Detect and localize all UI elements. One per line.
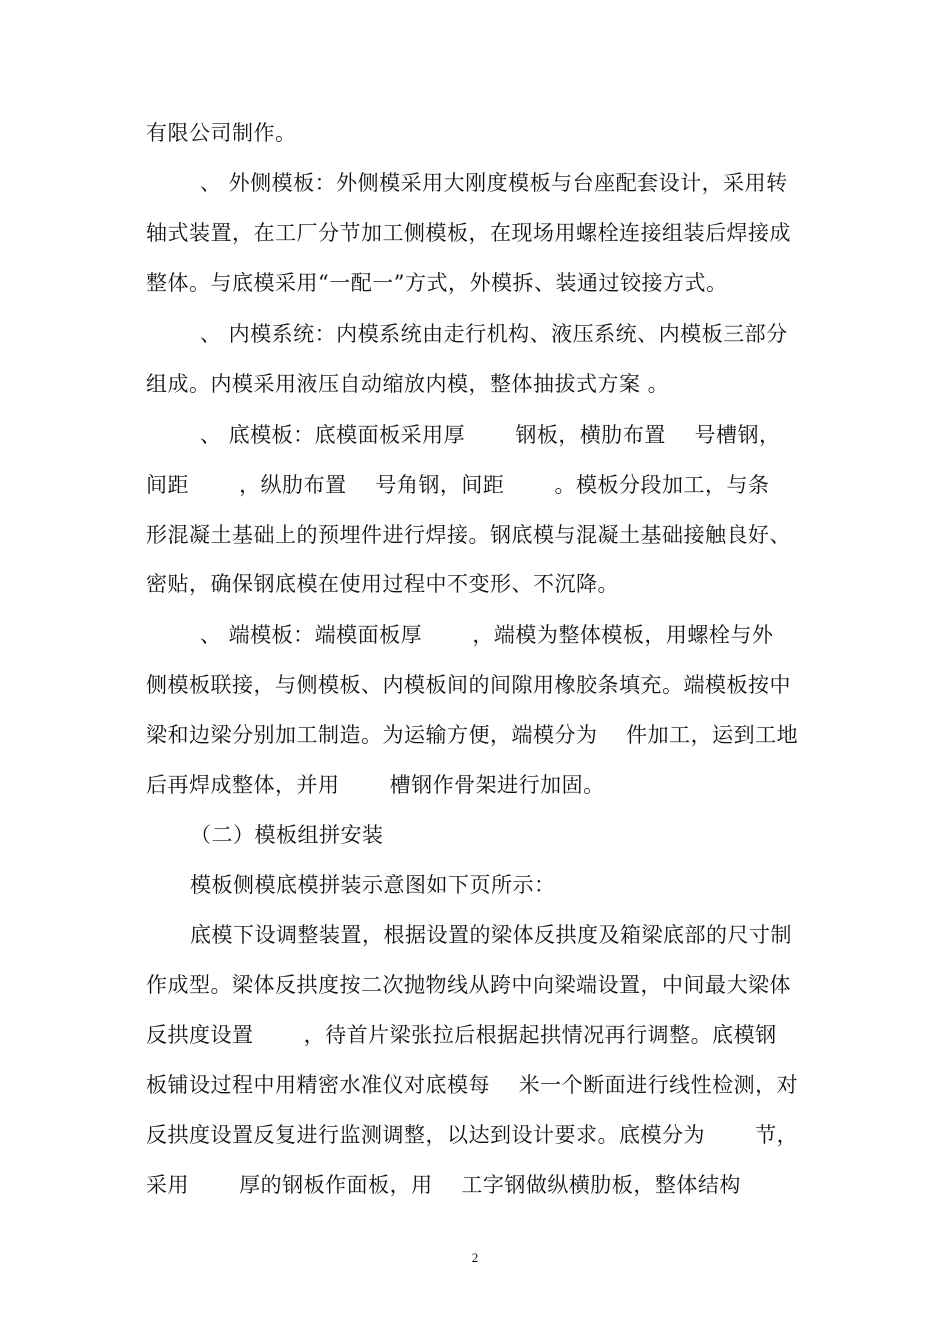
text-line: 侧模板联接，与侧模板、内模板间的间隙用橡胶条填充。端模板按中 bbox=[146, 673, 791, 697]
text-line: 反拱度设置 ，待首片梁张拉后根据起拱情况再行调整。底模钢 bbox=[146, 1023, 777, 1047]
text-line: 、 底模板：底模面板采用厚 钢板，横肋布置 号槽钢， bbox=[200, 423, 781, 447]
text-line: 轴式装置，在工厂分节加工侧模板，在现场用螺栓连接组装后焊接成 bbox=[146, 221, 791, 245]
text-line: 密贴，确保钢底模在使用过程中不变形、不沉降。 bbox=[146, 572, 619, 596]
text-line: 间距 ，纵肋布置 号角钢，间距 。模板分段加工，与条 bbox=[146, 473, 770, 497]
text-line: 整体。与底模采用“一配一”方式，外模拆、装通过铰接方式。 bbox=[146, 271, 728, 295]
text-line: 、 内模系统：内模系统由走行机构、液压系统、内模板三部分 bbox=[200, 322, 788, 346]
text-line: 板铺设过程中用精密水准仪对底模每 米一个断面进行线性检测，对 bbox=[146, 1073, 799, 1097]
text-line: 形混凝土基础上的预埋件进行焊接。钢底模与混凝土基础接触良好、 bbox=[146, 523, 791, 547]
text-line: 、 外侧模板：外侧模采用大刚度模板与台座配套设计，采用转 bbox=[200, 171, 788, 195]
text-line: 组成。内模采用液压自动缩放内模，整体抽拔式方案 。 bbox=[146, 372, 670, 396]
text-line: 后再焊成整体，并用 槽钢作骨架进行加固。 bbox=[146, 773, 605, 797]
text-line: 、 端模板：端模面板厚 ，端模为整体模板，用螺栓与外 bbox=[200, 623, 774, 647]
text-line: 梁和边梁分别加工制造。为运输方便，端模分为 件加工，运到工地 bbox=[146, 723, 799, 747]
text-line: 反拱度设置反复进行监测调整，以达到设计要求。底模分为 节， bbox=[146, 1123, 799, 1147]
page-number: 2 bbox=[471, 1250, 479, 1265]
text-line: 模板侧模底模拼装示意图如下页所示： bbox=[190, 873, 556, 897]
text-line: 有限公司制作。 bbox=[146, 121, 297, 145]
section-heading: （二）模板组拼安装 bbox=[190, 823, 384, 847]
text-line: 采用 厚的钢板作面板，用 工字钢做纵横肋板，整体结构 bbox=[146, 1173, 741, 1197]
text-line: 底模下设调整装置，根据设置的梁体反拱度及箱梁底部的尺寸制 bbox=[190, 923, 792, 947]
text-line: 作成型。梁体反拱度按二次抛物线从跨中向梁端设置，中间最大梁体 bbox=[146, 973, 791, 997]
